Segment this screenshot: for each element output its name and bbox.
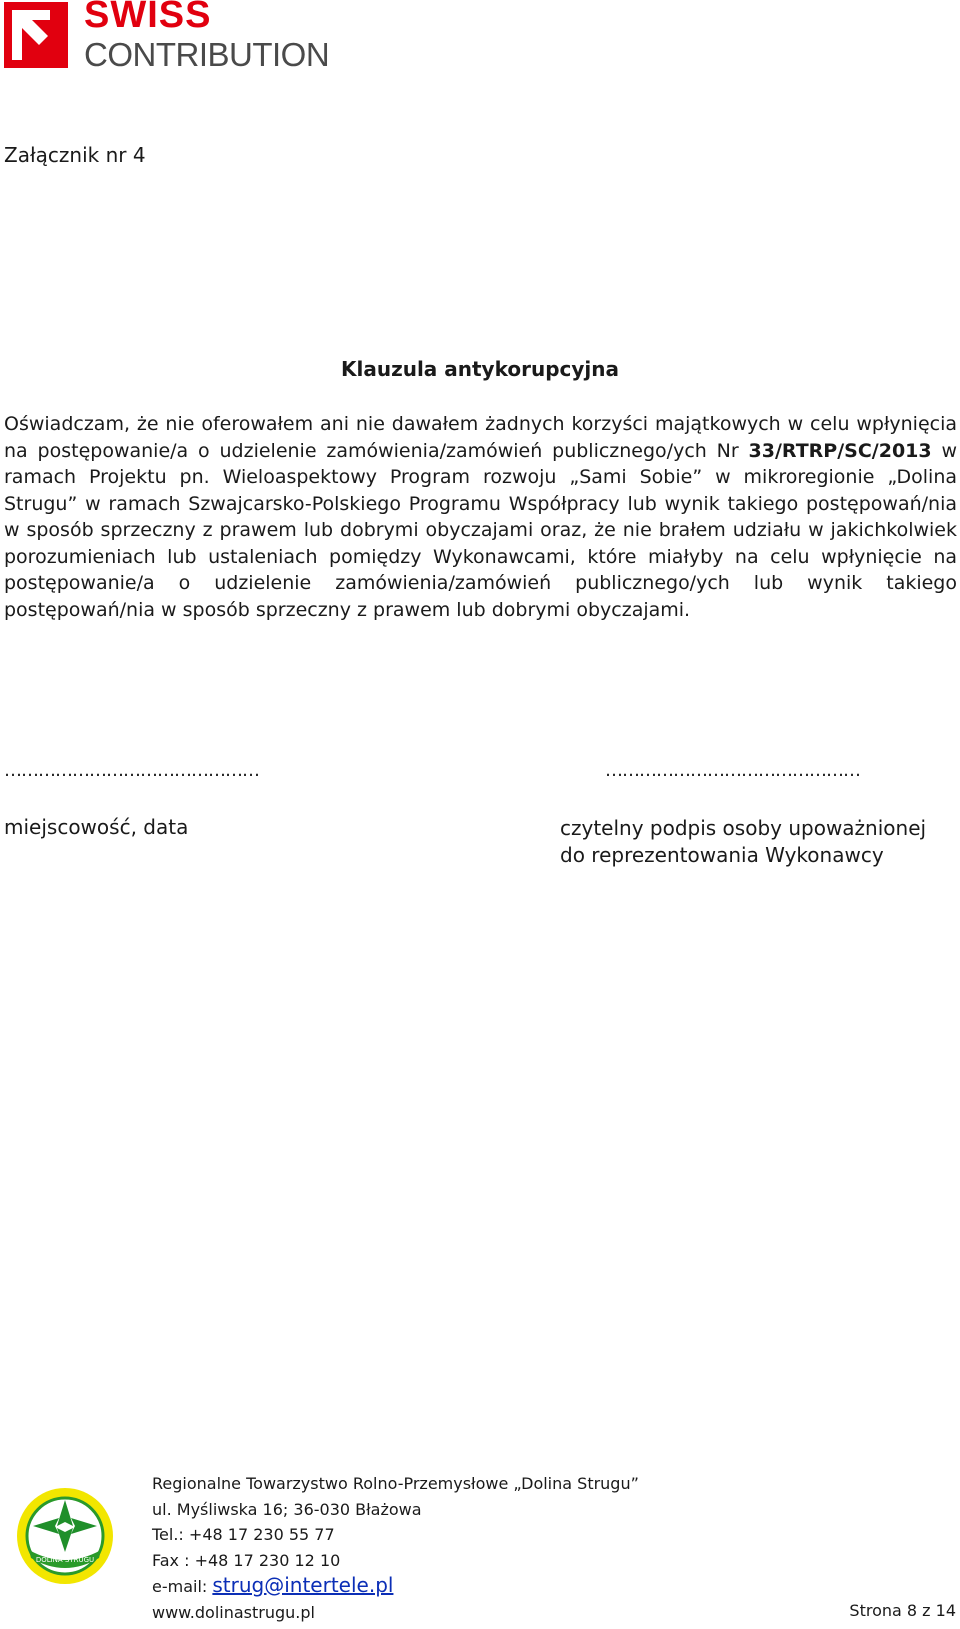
footer-address: ul. Myśliwska 16; 36-030 Błażowa	[152, 1499, 422, 1519]
svg-text:DOLINA STRUGU: DOLINA STRUGU	[35, 1556, 95, 1564]
footer-organization: Regionalne Towarzystwo Rolno-Przemysłowe „Dolina Strugu”	[152, 1474, 639, 1493]
footer-email-label: e-mail:	[152, 1577, 213, 1596]
paragraph-part-1: Oświadczam, że nie oferowałem ani nie dawałem żadnych korzyści majątkowych w celu wpłynięcia na postępowanie/a o udzielenie zamówienia/zamówień publicznego/ych Nr	[4, 413, 957, 462]
paragraph-part-2: w ramach Projektu pn. Wieloaspektowy Program rozwoju „Sami Sobie” w mikroregionie „Dolina Strugu” w ramach Szwajcarsko-Polskiego Programu Współpracy lub wynik takiego postępowań/nia w sposób sprzeczny z prawem lub dobrymi obyczajami oraz, że nie brałem udziału w jakichkolwiek porozumieniach lub ustaleniach pomiędzy Wykonawcami, które miałyby na celu wpłynięcie na postępowanie/a o udzielenie zamówienia/zamówień publicznego/ych lub wynik takiego postępowań/nia w sposób sprzeczny z prawem lub dobrymi obyczajami.	[4, 439, 957, 621]
logo-text-swiss: SWISS	[84, 0, 212, 36]
footer-contact	[152, 1471, 639, 1625]
place-date-label: miejscowość, data	[4, 815, 189, 839]
signature-label-line-2: do reprezentowania Wykonawcy	[560, 843, 884, 867]
annex-label: Załącznik nr 4	[4, 143, 146, 167]
signature-label	[560, 815, 926, 869]
declaration-paragraph	[4, 411, 957, 623]
logo-text-contribution: CONTRIBUTION	[84, 36, 330, 73]
swiss-flag-icon	[4, 2, 68, 68]
place-date-dots: ………………………………………	[4, 760, 259, 781]
footer-phone: Tel.: +48 17 230 55 77	[152, 1525, 335, 1544]
footer-email-link[interactable]: strug@intertele.pl	[212, 1573, 394, 1597]
footer-website[interactable]: www.dolinastrugu.pl	[152, 1602, 315, 1622]
swiss-contribution-logo	[4, 2, 334, 72]
footer-fax: Fax : +48 17 230 12 10	[152, 1550, 341, 1570]
dolina-strugu-logo-icon	[15, 1486, 115, 1586]
document-title: Klauzula antykorupcyjna	[340, 357, 620, 381]
signature-label-line-1: czytelny podpis osoby upoważnionej	[560, 816, 927, 840]
page-number: Strona 8 z 14	[849, 1601, 956, 1620]
footer-email-row	[152, 1573, 639, 1600]
signature-dots: ………………………………………	[605, 760, 860, 781]
procedure-number: 33/RTRP/SC/2013	[748, 439, 932, 462]
